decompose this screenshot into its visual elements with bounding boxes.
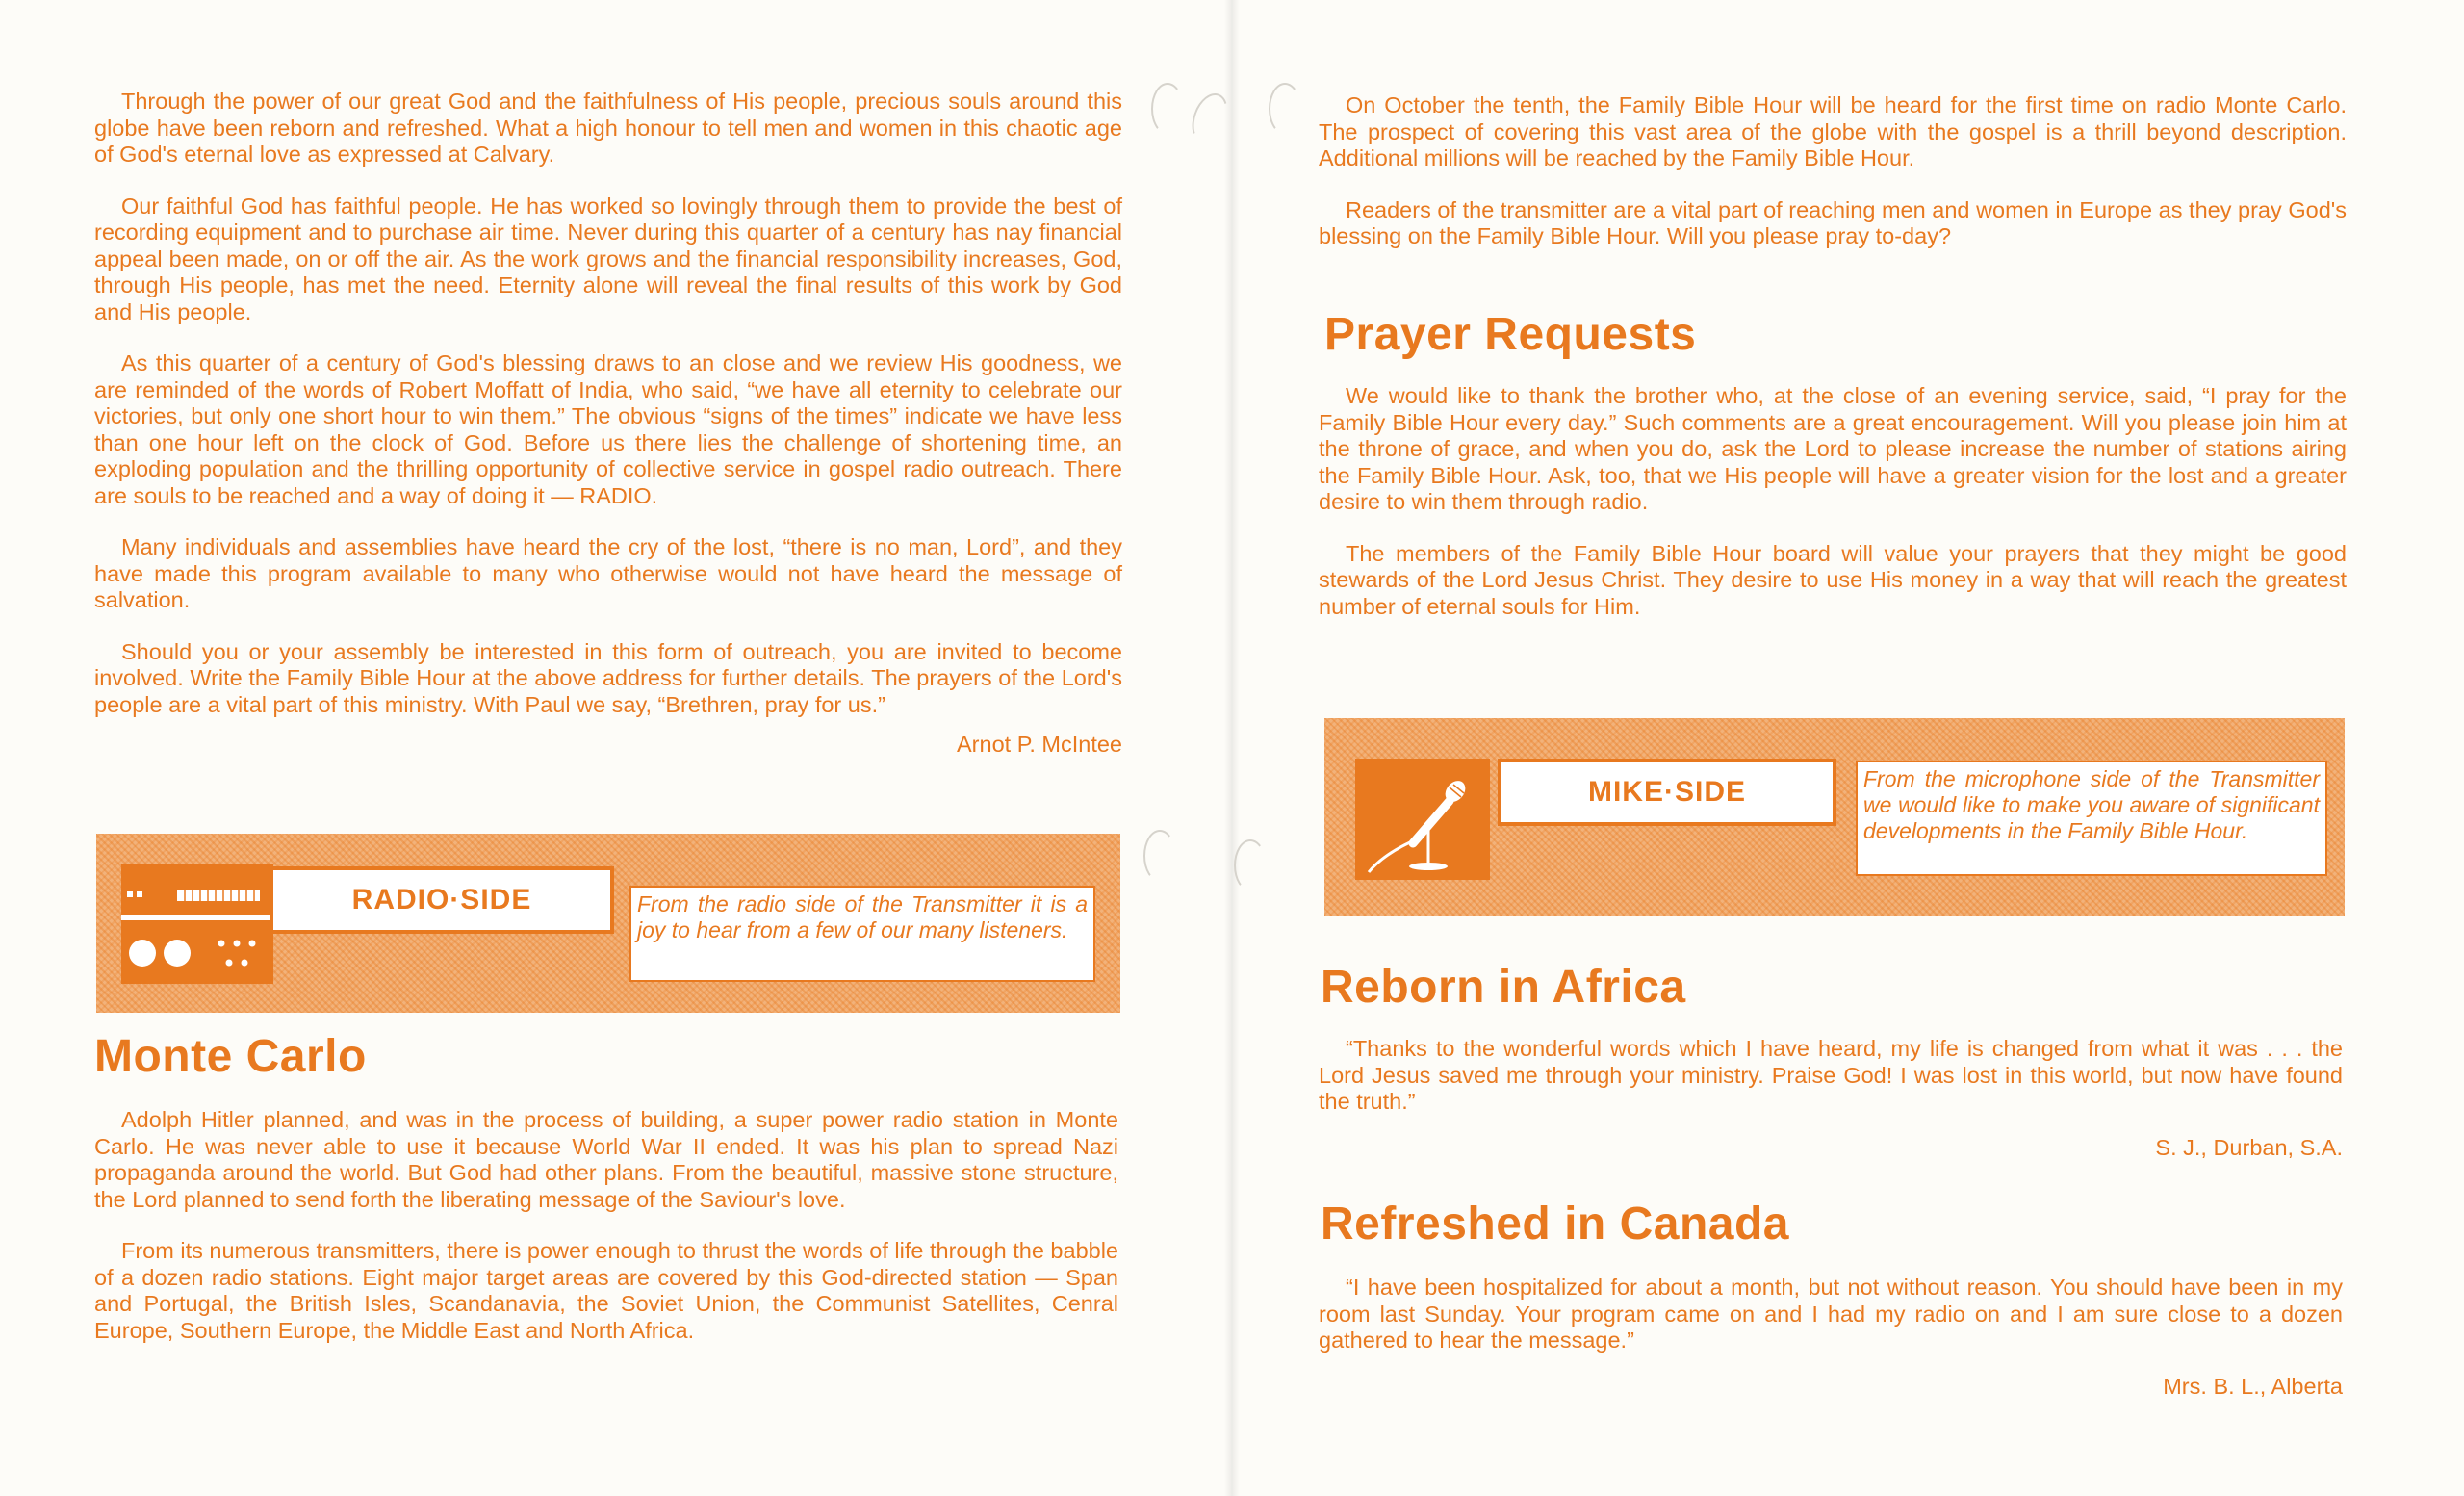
- left-paragraph-3: As this quarter of a century of God's blessing draws to an close and we review His goodness, we are reminded of the words of Robert Moffatt of India, who said, “we have all eternity to celebrate our victories, but only one short hour to win them.” The obvious “signs of the times” indicate we have less than one hour left on the clock of God. Before us there lies the challenge of shortening time, an exploding population and the thrilling opportunity of collective service in gospel radio outreach. There are souls to be reached and a way of doing it — RADIO.: [94, 350, 1122, 508]
- prayer-requests-heading: Prayer Requests: [1324, 309, 1697, 360]
- binder-hole-mark: [1269, 83, 1301, 135]
- monte-carlo-continued: [1319, 92, 2347, 275]
- reborn-in-africa-quote: “Thanks to the wonderful words which I have heard, my life is changed from what it was . . . the Lord Jesus saved me through your ministry. Praise God! I was lost in this world, but now have found the truth.”: [1319, 1036, 2343, 1114]
- left-paragraph-5: Should you or your assembly be interested in this form of outreach, you are invited to become involved. Write the Family Bible Hour at the above address for further details. The prayers of the Lord's people are a vital part of this ministry. With Paul we say, “Brethren, pray for us.”: [94, 638, 1122, 717]
- prayer-requests-article: [1319, 383, 2347, 645]
- binder-hole-mark: [1234, 839, 1267, 891]
- reborn-in-africa-article: [1319, 1036, 2343, 1161]
- refreshed-in-canada-article: [1319, 1275, 2343, 1400]
- left-paragraph-2: Our faithful God has faithful people. He has worked so lovingly through them to provide the best of recording equipment and to purchase air time. Never during this quarter of a century has nay financial appeal been made, on or off the air. As the work grows and the financial responsibility increases, God, through His people, has met the need. Eternity alone will reveal the final results of this work by God and His people.: [94, 193, 1122, 324]
- refreshed-in-canada-signature: Mrs. B. L., Alberta: [2163, 1373, 2343, 1399]
- prayer-paragraph-2: The members of the Family Bible Hour board will value your prayers that they might be good stewards of the Lord Jesus Christ. They desire to use His money in a way that will reach the greatest number of eternal souls for Him.: [1319, 540, 2347, 619]
- mike-side-title: MIKE·SIDE: [1498, 759, 1836, 826]
- refreshed-in-canada-quote: “I have been hospitalized for about a month, but not without reason. You should have been in my room last Sunday. Your program came on and I had my radio on and I am sure close to a dozen gathered to hear the message.”: [1319, 1275, 2343, 1353]
- radio-side-banner: [96, 834, 1120, 1013]
- radio-side-note: From the radio side of the Transmitter it is a joy to hear from a few of our many listeners.: [629, 886, 1095, 982]
- reborn-in-africa-signature: S. J., Durban, S.A.: [2155, 1134, 2343, 1160]
- monte-carlo-paragraph-1: Adolph Hitler planned, and was in the process of building, a super power radio station in Monte Carlo. He was never able to use it because World War II ended. It was his plan to spread Nazi propaganda around the world. But God had other plans. From the beautiful, massive stone structure, the Lord planned to send forth the liberating message of the Saviour's love.: [94, 1107, 1118, 1212]
- monte-carlo-heading: Monte Carlo: [94, 1031, 367, 1082]
- mike-side-note: From the microphone side of the Transmitter we would like to make you aware of significant developments in the Family Bible Hour.: [1856, 761, 2327, 876]
- prayer-paragraph-1: We would like to thank the brother who, at the close of an evening service, said, “I pray for the Family Bible Hour every day.” Such comments are a great encouragement. Will you please join him at the throne of grace, and when you do, ask the Lord to please increase the number of stations airing the Family Bible Hour. Ask, too, that we His people will have a greater vision for the lost and a greater desire to win them through radio.: [1319, 383, 2347, 514]
- binder-hole-mark: [1143, 830, 1176, 882]
- radio-side-title: RADIO·SIDE: [270, 866, 614, 934]
- author-signature: Arnot P. McIntee: [957, 732, 1122, 757]
- left-paragraph-1: Through the power of our great God and the faithfulness of His people, precious souls around this globe have been reborn and refreshed. What a high honour to tell men and women in this chaotic age of God's eternal love as expressed at Calvary.: [94, 89, 1122, 167]
- monte-carlo-article: [94, 1107, 1118, 1369]
- right-intro-paragraph-2: Readers of the transmitter are a vital part of reaching men and women in Europe as they pray God's blessing on the Family Bible Hour. Will you please pray to-day?: [1319, 196, 2347, 248]
- left-page: [94, 0, 1122, 1496]
- reborn-in-africa-heading: Reborn in Africa: [1321, 962, 1686, 1013]
- left-paragraph-4: Many individuals and assemblies have heard the cry of the lost, “there is no man, Lord”, and they have made this program available to many who otherwise would not have heard the message of salvation.: [94, 534, 1122, 612]
- right-page: [1319, 0, 2347, 1496]
- radio-icon: [121, 864, 273, 984]
- right-intro-paragraph-1: On October the tenth, the Family Bible Hour will be heard for the first time on radio Monte Carlo. The prospect of covering this vast area of the globe with the gospel is a thrill beyond description. Additional millions will be reached by the Family Bible Hour.: [1319, 92, 2347, 170]
- intro-article: [94, 89, 1122, 759]
- refreshed-in-canada-heading: Refreshed in Canada: [1321, 1199, 1789, 1250]
- binder-hole-mark: [1151, 83, 1184, 135]
- monte-carlo-paragraph-2: From its numerous transmitters, there is power enough to thrust the words of life through the babble of a dozen radio stations. Eight major target areas are covered by this God-directed station — Span and Portugal, the British Isles, Scandanavia, the Soviet Union, the Communist Satellites, Cenral Europe, Southern Europe, the Middle East and North Africa.: [94, 1238, 1118, 1343]
- page-fold: [1224, 0, 1240, 1496]
- microphone-icon: [1355, 759, 1490, 880]
- mike-side-banner: [1324, 718, 2345, 916]
